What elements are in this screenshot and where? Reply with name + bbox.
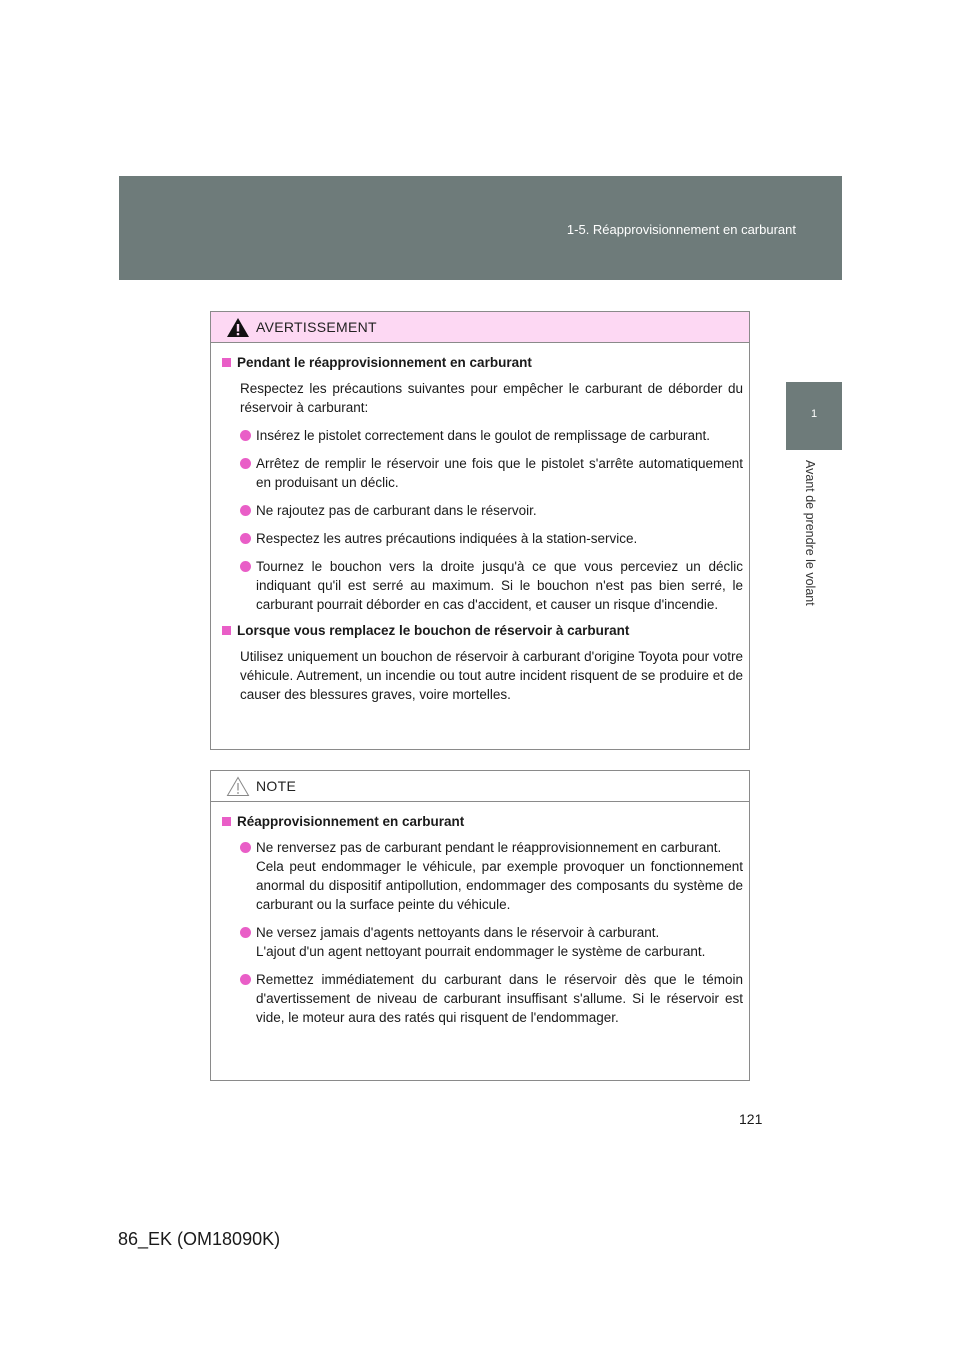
round-bullet-icon	[240, 533, 251, 544]
square-bullet-icon	[222, 817, 231, 826]
warning-body	[211, 343, 749, 704]
warning-section-title: Pendant le réapprovisionnement en carburant	[221, 355, 743, 370]
list-item: Respectez les autres précautions indiquées à la station-service.	[240, 529, 743, 548]
page-number: 121	[739, 1111, 763, 1127]
warning-section-title: Lorsque vous remplacez le bouchon de réservoir à carburant	[221, 623, 743, 638]
warning-label: AVERTISSEMENT	[256, 319, 377, 335]
note-section-title: Réapprovisionnement en carburant	[221, 814, 743, 829]
warning-triangle-icon	[226, 317, 250, 338]
round-bullet-icon	[240, 974, 251, 985]
list-item: Remettez immédiatement du carburant dans le réservoir dès que le témoin d'avertissement de niveau de carburant insuffisant s'allume. Si le réservoir est vide, le moteur aura des ratés qui risquent de l'endommager.	[240, 970, 743, 1027]
round-bullet-icon	[240, 430, 251, 441]
list-item: Tournez le bouchon vers la droite jusqu'à ce que vous perceviez un déclic indiquant qu'il est serré au maximum. Si le bouchon n'est pas bien serré, le carburant pourrait déborder en cas d'accident, et causer un risque d'incendie.	[240, 557, 743, 614]
round-bullet-icon	[240, 561, 251, 572]
warning-header	[211, 312, 749, 343]
list-item: Ne rajoutez pas de carburant dans le réservoir.	[240, 501, 743, 520]
note-label: NOTE	[256, 778, 297, 794]
warning-section-text: Utilisez uniquement un bouchon de réservoir à carburant d'origine Toyota pour votre véhicule. Autrement, un incendie ou tout autre incident risquent de se produire et de causer des blessures graves, voire mortelles.	[240, 649, 743, 702]
square-bullet-icon	[222, 358, 231, 367]
chapter-number: 1	[810, 408, 818, 420]
warning-box	[210, 311, 750, 750]
round-bullet-icon	[240, 458, 251, 469]
note-box	[210, 770, 750, 1081]
list-item: Ne versez jamais d'agents nettoyants dans le réservoir à carburant. L'ajout d'un agent nettoyant pourrait endommager le système de carburant.	[240, 923, 743, 961]
list-item: Arrêtez de remplir le réservoir une fois que le pistolet s'arrête automatiquement en produisant un déclic.	[240, 454, 743, 492]
list-item: Ne renversez pas de carburant pendant le réapprovisionnement en carburant. Cela peut endommager le véhicule, par exemple provoquer un fonctionnement anormal du dispositif antipollution, endommager des composants du système de carburant ou la surface peinte du véhicule.	[240, 838, 743, 914]
note-body	[211, 802, 749, 1027]
caution-triangle-icon	[226, 776, 250, 797]
note-header	[211, 771, 749, 802]
round-bullet-icon	[240, 505, 251, 516]
section-title: 1-5. Réapprovisionnement en carburant	[566, 222, 796, 237]
chapter-label: Avant de prendre le volant	[803, 460, 817, 606]
document-code: 86_EK (OM18090K)	[118, 1229, 281, 1249]
warning-section-text: Respectez les précautions suivantes pour empêcher le carburant de déborder du réservoir à carburant:	[240, 381, 743, 415]
round-bullet-icon	[240, 842, 251, 853]
round-bullet-icon	[240, 927, 251, 938]
square-bullet-icon	[222, 626, 231, 635]
chapter-tab	[786, 382, 842, 450]
section-header-bar	[119, 176, 842, 280]
list-item: Insérez le pistolet correctement dans le goulot de remplissage de carburant.	[240, 426, 743, 445]
